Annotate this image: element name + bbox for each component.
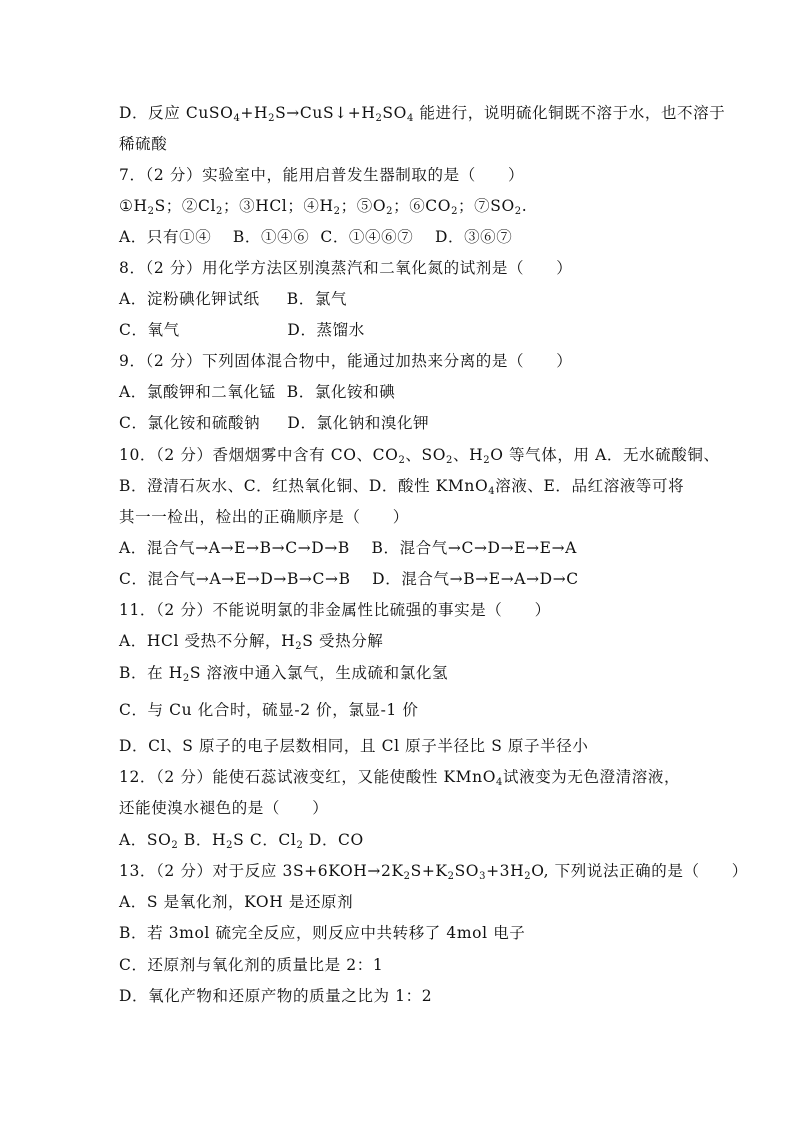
question-8-options-ab	[119, 289, 347, 309]
text-run: C．混合气→A→E→D→B→C→B D．混合气→B→E→A→D→C	[119, 570, 579, 588]
text-run: A．S 是氧化剂，KOH 是还原剂	[119, 893, 354, 911]
subscript: 4	[488, 486, 496, 497]
question-11-stem	[119, 600, 551, 620]
text-run: +H	[240, 104, 269, 122]
question-12-stem-1	[119, 767, 680, 787]
text-run: .	[521, 197, 528, 215]
text-run: S；②Cl	[154, 197, 217, 215]
option-6d-line-2	[119, 134, 167, 154]
subscript: 2	[333, 206, 341, 217]
text-run: C．与 Cu 化合时，硫显-2 价，氯显-1 价	[119, 701, 419, 719]
subscript: 2	[182, 673, 190, 684]
subscript: 4	[233, 113, 241, 124]
text-run: 试液变为无色澄清溶液，	[503, 768, 681, 786]
subscript: 2	[295, 641, 303, 652]
text-run: C．氧气 D．蒸馏水	[119, 321, 365, 339]
question-8-options-cd	[119, 320, 365, 340]
text-run: 稀硫酸	[119, 135, 168, 153]
question-10-stem-1	[119, 445, 720, 465]
text-run: 13．（2 分）对于反应 3S+6KOH→2K	[119, 862, 404, 880]
subscript: 2	[147, 206, 155, 217]
text-run: ；③HCl；④H	[223, 197, 334, 215]
text-run: A．氯酸钾和二氧化锰 B．氯化铵和碘	[119, 383, 396, 401]
text-run: 还能使溴水褪色的是（ ）	[119, 799, 329, 817]
text-run: B．在 H	[119, 664, 183, 682]
text-run: SO	[382, 104, 407, 122]
subscript: 4	[496, 777, 503, 788]
text-run: SO	[454, 862, 480, 880]
question-11-option-c	[119, 700, 419, 720]
text-run: D．CO	[303, 831, 364, 849]
text-run: S C．Cl	[233, 831, 297, 849]
subscript: 2	[216, 206, 223, 217]
text-run: B．H	[178, 831, 227, 849]
subscript: 2	[514, 206, 522, 217]
question-7-options	[119, 227, 512, 247]
question-13-option-d	[119, 986, 432, 1006]
text-run: 12．（2 分）能使石蕊试液变红，又能使酸性 KMnO	[119, 768, 497, 786]
text-run: ；⑤O	[340, 197, 387, 215]
subscript: 2	[483, 455, 491, 466]
question-7-stem	[119, 165, 524, 185]
question-12-options	[119, 830, 364, 850]
question-11-option-b	[119, 663, 448, 683]
text-run: ①H	[119, 197, 148, 215]
text-run: 、H	[453, 446, 484, 464]
subscript: 2	[268, 113, 276, 124]
text-run: +3H	[486, 862, 525, 880]
text-run: A．HCl 受热不分解，H	[119, 632, 296, 650]
text-run: 7．（2 分）实验室中，能用启普发生器制取的是（ ）	[119, 166, 525, 184]
question-11-option-d	[119, 736, 588, 756]
subscript: 2	[451, 206, 459, 217]
subscript: 2	[398, 455, 406, 466]
subscript: 2	[524, 871, 532, 882]
text-run: 11．（2 分）不能说明氯的非金属性比硫强的事实是（ ）	[119, 601, 551, 619]
text-run: 溶液、E．品红溶液等可将	[495, 477, 685, 495]
question-13-option-c	[119, 955, 383, 975]
text-run: O 等气体，用 A．无水硫酸铜、	[490, 446, 720, 464]
question-10-stem-3	[119, 507, 409, 527]
question-13-option-b	[119, 923, 525, 943]
text-run: A．淀粉碘化钾试纸 B．氯气	[119, 290, 348, 308]
text-run: D．氧化产物和还原产物的质量之比为 1：2	[119, 987, 433, 1005]
text-run: A．SO	[119, 831, 172, 849]
question-9-stem	[119, 351, 572, 371]
text-run: 10．（2 分）香烟烟雾中含有 CO、CO	[119, 446, 399, 464]
subscript: 2	[296, 840, 304, 851]
text-run: ；⑥CO	[393, 197, 452, 215]
subscript: 2	[226, 840, 234, 851]
subscript: 2	[171, 840, 179, 851]
text-run: 、SO	[405, 446, 447, 464]
question-10-options-cd	[119, 569, 579, 589]
text-run: 9．（2 分）下列固体混合物中，能通过加热来分离的是（ ）	[119, 352, 573, 370]
text-run: S 溶液中通入氯气，生成硫和氯化氢	[189, 664, 449, 682]
question-8-stem	[119, 258, 572, 278]
subscript: 2	[403, 871, 411, 882]
text-run: ；⑦SO	[458, 197, 515, 215]
text-run: B．澄清石灰水、C．红热氧化铜、D．酸性 KMnO	[119, 477, 489, 495]
text-run: S 受热分解	[302, 632, 384, 650]
text-run: 能进行，说明硫化铜既不溶于水，也不溶于	[413, 104, 726, 122]
text-run: S→CuS↓+H	[275, 104, 376, 122]
text-run: D．Cl、S 原子的电子层数相同，且 Cl 原子半径比 S 原子半径小	[119, 737, 589, 755]
text-run: A．只有①④ B．①④⑥ C．①④⑥⑦ D．③⑥⑦	[119, 228, 513, 246]
text-run: 其一一检出，检出的正确顺序是（ ）	[119, 508, 409, 526]
question-9-options-cd	[119, 413, 429, 433]
question-10-stem-2	[119, 476, 684, 496]
text-run: S+K	[410, 862, 448, 880]
text-run: D．反应 CuSO	[119, 104, 234, 122]
subscript: 2	[447, 871, 455, 882]
question-9-options-ab	[119, 382, 395, 402]
subscript: 2	[446, 455, 454, 466]
question-13-option-a	[119, 892, 353, 912]
text-run: C．还原剂与氧化剂的质量比是 2：1	[119, 956, 384, 974]
text-run: C．氯化铵和硫酸钠 D．氯化钠和溴化钾	[119, 414, 430, 432]
subscript: 2	[375, 113, 383, 124]
subscript: 2	[386, 206, 394, 217]
text-run: B．若 3mol 硫完全反应，则反应中共转移了 4mol 电子	[119, 924, 526, 942]
subscript: 3	[479, 871, 487, 882]
option-6d-line-1	[119, 103, 725, 123]
subscript: 4	[406, 113, 414, 124]
text-run: 8．（2 分）用化学方法区别溴蒸汽和二氧化氮的试剂是（ ）	[119, 259, 573, 277]
text-run: O, 下列说法正确的是（ ）	[531, 862, 748, 880]
question-7-items	[119, 196, 527, 216]
question-11-option-a	[119, 631, 383, 651]
question-12-stem-2	[119, 798, 328, 818]
question-10-options-ab	[119, 538, 577, 558]
question-13-stem	[119, 861, 748, 881]
text-run: A．混合气→A→E→B→C→D→B B．混合气→C→D→E→E→A	[119, 539, 577, 557]
